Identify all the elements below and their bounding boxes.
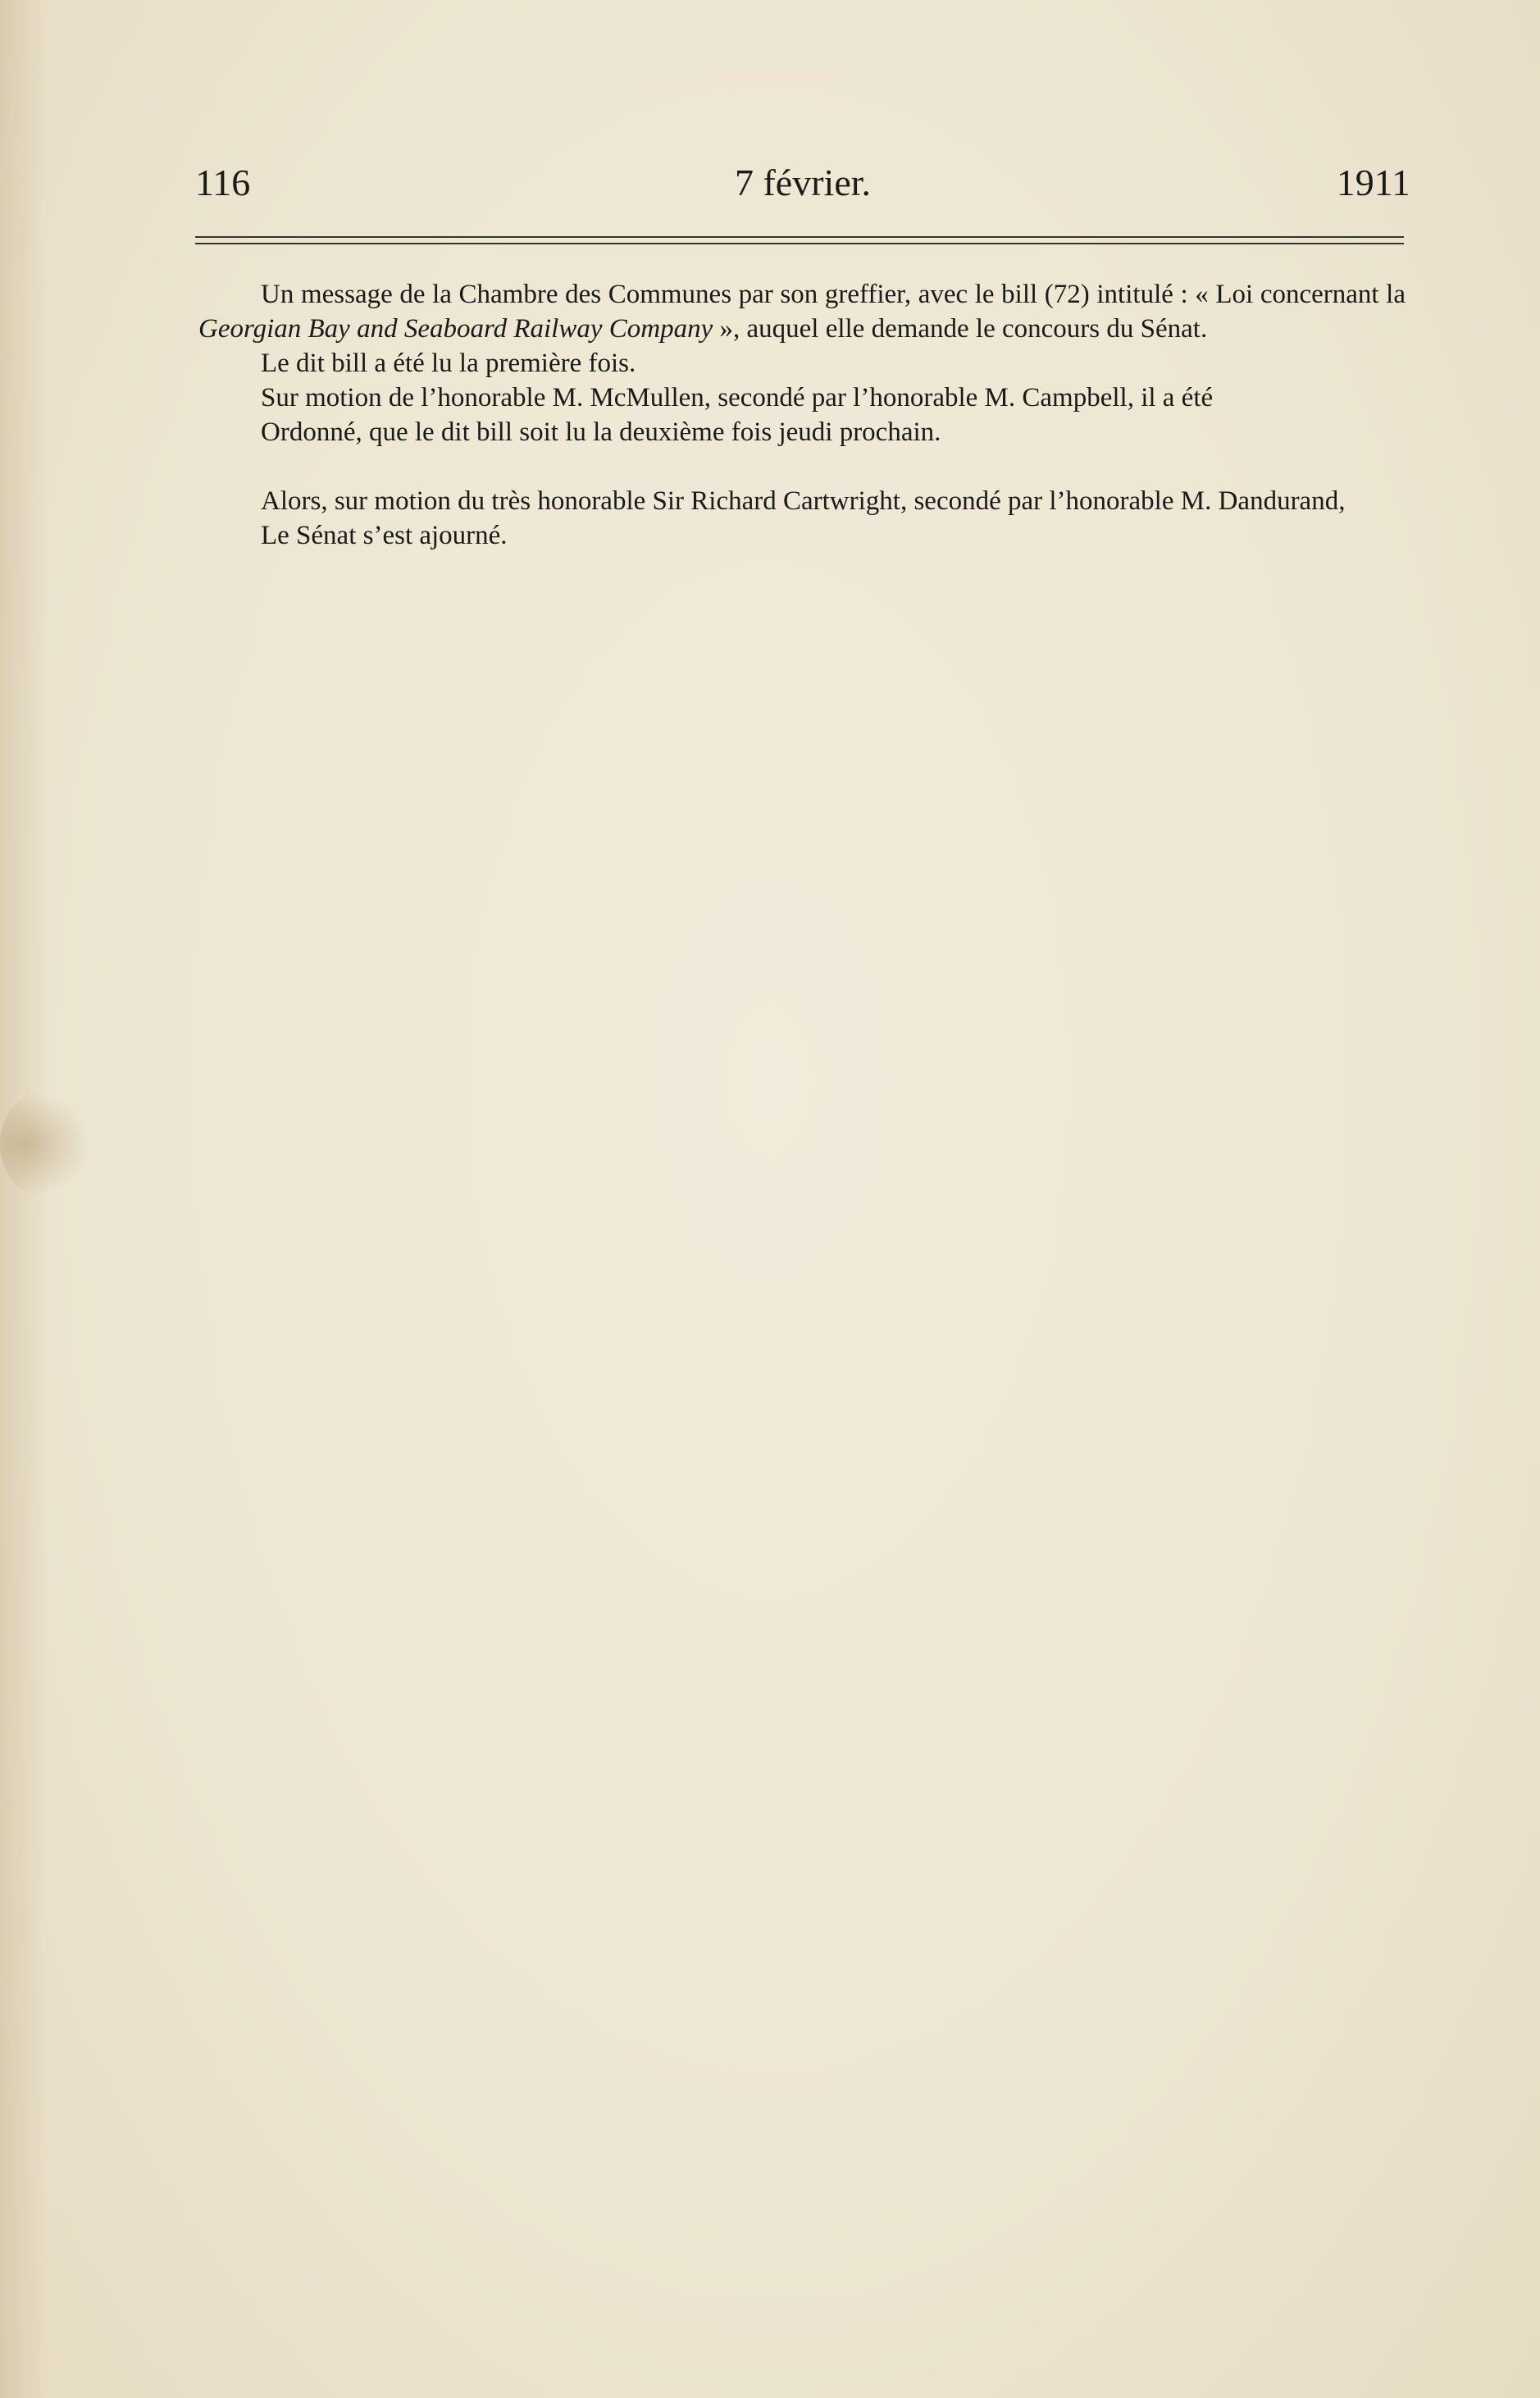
running-head	[195, 154, 1410, 212]
body-text	[198, 277, 1406, 553]
page-number: 116	[195, 162, 251, 203]
binding-shadow	[0, 0, 49, 2398]
message-text-start: Un message de la Chambre des Communes par son greffier, avec le bill (72) intitulé : « Loi concernant la	[261, 280, 1406, 309]
header-year: 1911	[1336, 162, 1410, 203]
paragraph-motion: Sur motion de l’honorable M. McMullen, secondé par l’honorable M. Campbell, il a été	[261, 383, 1214, 413]
company-name: Georgian Bay and Seaboard Railway Company	[198, 314, 713, 344]
message-text-end: », auquel elle demande le concours du Sénat.	[713, 314, 1208, 344]
header-date: 7 février.	[734, 162, 872, 203]
header-rule-bottom	[195, 243, 1404, 244]
paragraph-adjourned: Le Sénat s’est ajourné.	[261, 521, 508, 550]
paragraph-message	[198, 277, 1406, 346]
paragraph-first-reading: Le dit bill a été lu la première fois.	[261, 349, 636, 378]
paragraph-adjourn-motion: Alors, sur motion du très honorable Sir Richard Cartwright, secondé par l’honorable M. Dandurand,	[261, 486, 1346, 516]
paragraph-order: Ordonné, que le dit bill soit lu la deuxième fois jeudi prochain.	[261, 417, 941, 447]
paper-stain	[0, 1091, 90, 1197]
header-rule-top	[195, 236, 1404, 238]
